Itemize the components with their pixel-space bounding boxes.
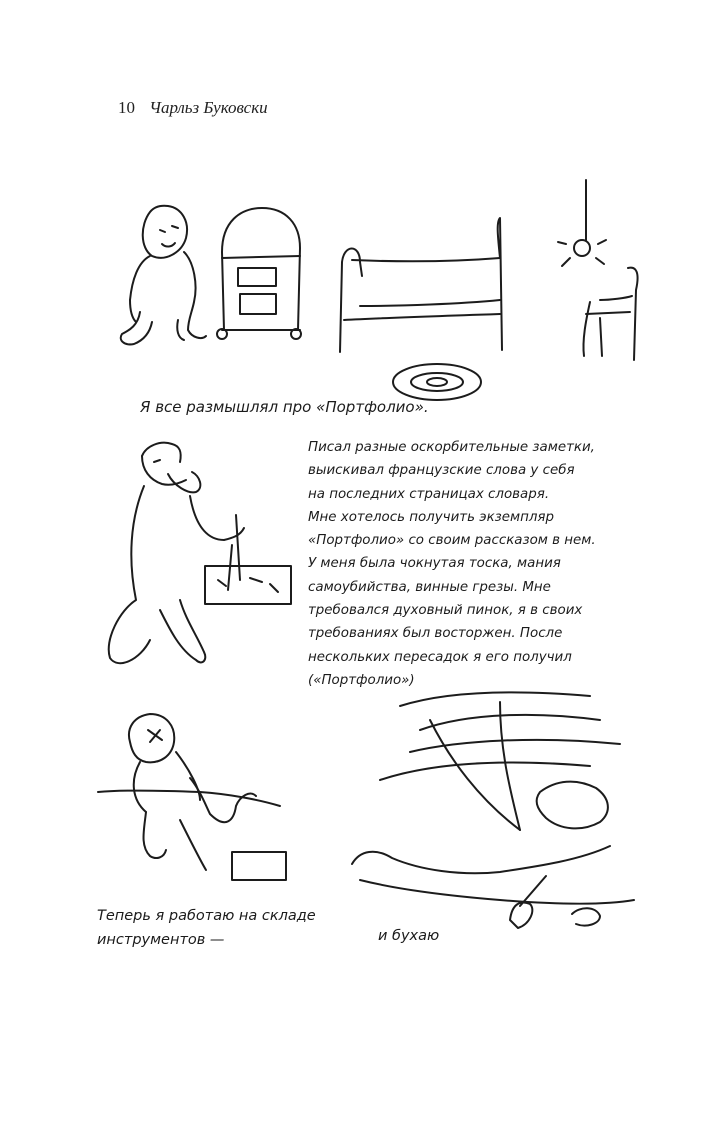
- hanging-lamp-drawing: [558, 180, 606, 266]
- lying-man-drawing: [352, 782, 634, 928]
- story-line: на последних страницах словаря.: [308, 486, 550, 502]
- panel1-caption: Я все размышлял про «Портфолио».: [140, 398, 429, 416]
- chair-drawing: [583, 268, 637, 360]
- rug-drawing: [393, 364, 481, 400]
- story-line: («Портфолио»): [308, 672, 415, 688]
- story-line: Мне хотелось получить экземпляр: [308, 509, 554, 525]
- man-with-bar-drawing: [98, 714, 286, 880]
- panel4-caption: и бухаю: [378, 928, 440, 944]
- page-number: 10: [118, 98, 135, 117]
- scribble-drawing: [380, 692, 620, 830]
- author-name: Чарльз Буковски: [149, 98, 268, 117]
- story-line: самоубийства, винные грезы. Мне: [308, 579, 551, 595]
- story-line: нескольких пересадок я его получил: [308, 649, 572, 665]
- dresser-drawing: [217, 208, 301, 339]
- story-line: выискивал французские слова у себя: [308, 463, 575, 479]
- story-line: У меня была чокнутая тоска, мания: [308, 556, 561, 572]
- caption-line: инструментов —: [97, 932, 225, 948]
- man-writing-drawing: [109, 443, 291, 663]
- story-line: требованиях был восторжен. После: [308, 626, 563, 642]
- man-standing-drawing: [121, 206, 206, 345]
- story-line: «Портфолио» со своим рассказом в нем.: [308, 533, 596, 549]
- bed-drawing: [340, 218, 502, 352]
- panel3-caption: [97, 904, 316, 952]
- caption-line: Теперь я работаю на складе: [97, 908, 316, 924]
- story-line: требовался духовный пинок, я в своих: [308, 603, 583, 619]
- story-line: Писал разные оскорбительные заметки,: [308, 440, 595, 455]
- panel2-story-text: [308, 436, 596, 692]
